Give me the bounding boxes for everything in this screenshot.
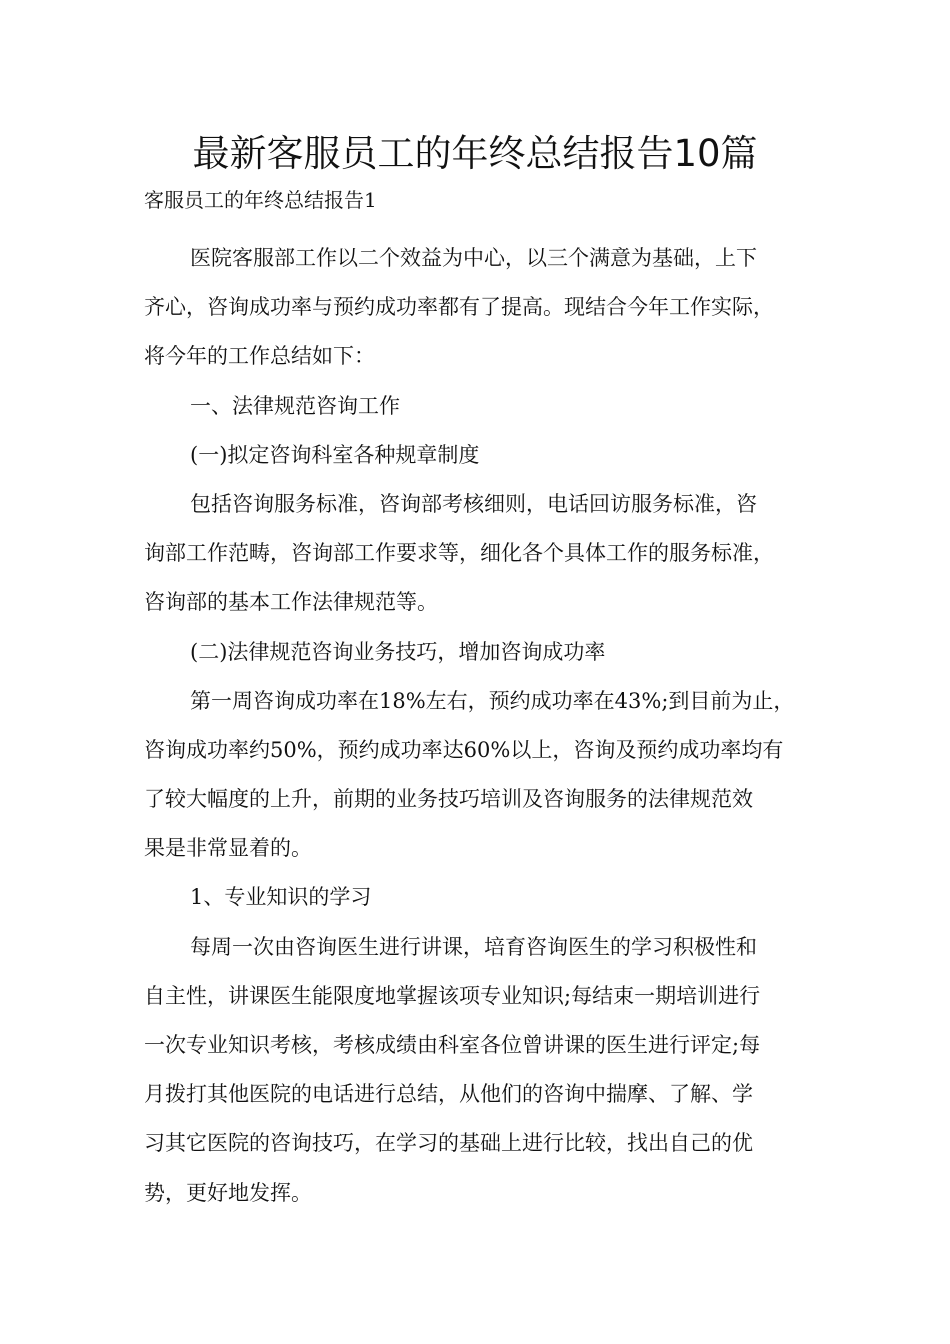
paragraph-training-line-3: 一次专业知识考核，考核成绩由科室各位曾讲课的医生进行评定;每 xyxy=(144,1033,761,1057)
list-heading-1: 1、专业知识的学习 xyxy=(190,885,372,910)
paragraph-success-rate-line-1: 第一周咨询成功率在18%左右，预约成功率在43%;到目前为止， xyxy=(190,688,795,713)
paragraph-intro-line-1: 医院客服部工作以二个效益为中心，以三个满意为基础，上下 xyxy=(190,246,757,270)
paragraph-training-line-5: 习其它医院的咨询技巧，在学习的基础上进行比较，找出自己的优 xyxy=(144,1131,753,1156)
paragraph-success-rate-line-2: 咨询成功率约50%，预约成功率达60%以上，咨询及预约成功率均有 xyxy=(144,737,784,762)
paragraph-training-line-4: 月拨打其他医院的电话进行总结，从他们的咨询中揣摩、了解、学 xyxy=(144,1082,753,1107)
paragraph-success-rate-line-4: 果是非常显着的。 xyxy=(144,836,312,861)
section-heading-1: 一、法律规范咨询工作 xyxy=(190,393,400,418)
paragraph-intro-line-3: 将今年的工作总结如下： xyxy=(144,344,375,369)
paragraph-success-rate-line-3: 了较大幅度的上升，前期的业务技巧培训及咨询服务的法律规范效 xyxy=(144,787,753,812)
subsection-heading-2: (二)法律规范咨询业务技巧，增加咨询成功率 xyxy=(190,639,606,664)
subsection-heading-1: (一)拟定咨询科室各种规章制度 xyxy=(190,442,480,467)
paragraph-training-line-6: 势，更好地发挥。 xyxy=(144,1180,312,1205)
paragraph-training-line-2: 自主性，讲课医生能限度地掌握该项专业知识;每结束一期培训进行 xyxy=(144,983,761,1008)
paragraph-standards-line-2: 询部工作范畴，咨询部工作要求等，细化各个具体工作的服务标准， xyxy=(144,541,774,566)
document-body xyxy=(144,234,824,1218)
paragraph-standards-line-3: 咨询部的基本工作法律规范等。 xyxy=(144,590,438,615)
paragraph-intro-line-2: 齐心，咨询成功率与预约成功率都有了提高。现结合今年工作实际， xyxy=(144,295,774,320)
paragraph-standards-line-1: 包括咨询服务标准，咨询部考核细则，电话回访服务标准，咨 xyxy=(190,491,757,516)
paragraph-training-line-1: 每周一次由咨询医生进行讲课，培育咨询医生的学习积极性和 xyxy=(190,934,757,959)
report-subtitle: 客服员工的年终总结报告1 xyxy=(144,188,377,212)
document-title: 最新客服员工的年终总结报告10篇 xyxy=(192,132,758,175)
